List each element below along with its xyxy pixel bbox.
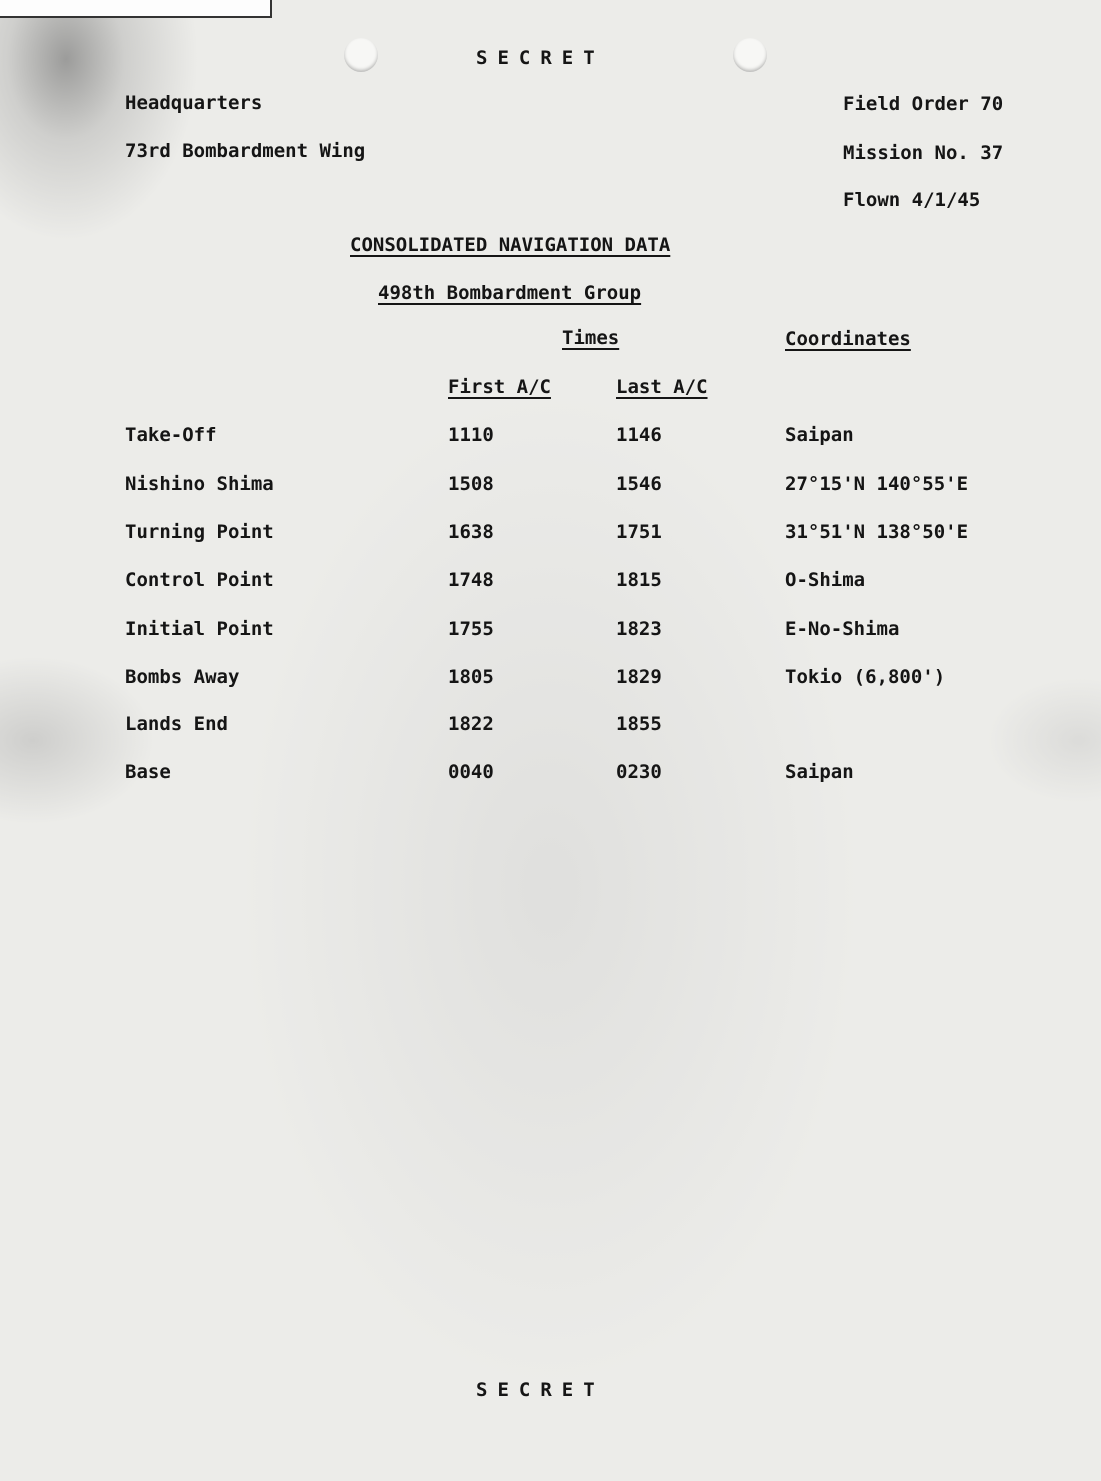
header-field-order: Field Order 70 bbox=[843, 93, 1004, 115]
row-point: Nishino Shima bbox=[125, 473, 274, 495]
first-ac-heading: First A/C bbox=[448, 376, 551, 398]
table-row bbox=[0, 423, 1101, 447]
document-title: CONSOLIDATED NAVIGATION DATA bbox=[350, 234, 671, 256]
row-point: Bombs Away bbox=[125, 666, 240, 688]
table-row bbox=[0, 472, 1101, 496]
row-last-time: 1855 bbox=[616, 713, 662, 735]
row-last-time: 1751 bbox=[616, 521, 662, 543]
row-coordinates: 31°51'N 138°50'E bbox=[785, 521, 969, 543]
row-first-time: 1755 bbox=[448, 618, 494, 640]
row-point: Take-Off bbox=[125, 424, 217, 446]
table-row bbox=[0, 568, 1101, 592]
row-first-time: 1638 bbox=[448, 521, 494, 543]
row-last-time: 1546 bbox=[616, 473, 662, 495]
header-mission-number: Mission No. 37 bbox=[843, 142, 1004, 164]
row-first-time: 1748 bbox=[448, 569, 494, 591]
table-row bbox=[0, 760, 1101, 784]
row-coordinates: E-No-Shima bbox=[785, 618, 900, 640]
row-first-time: 0040 bbox=[448, 761, 494, 783]
row-last-time: 1823 bbox=[616, 618, 662, 640]
times-heading: Times bbox=[562, 327, 620, 349]
table-row bbox=[0, 520, 1101, 544]
punch-hole bbox=[733, 38, 767, 72]
header-headquarters: Headquarters bbox=[125, 92, 263, 114]
row-first-time: 1822 bbox=[448, 713, 494, 735]
paper-tab bbox=[0, 0, 272, 18]
document-subtitle: 498th Bombardment Group bbox=[378, 282, 642, 304]
row-coordinates: Saipan bbox=[785, 424, 854, 446]
row-point: Control Point bbox=[125, 569, 274, 591]
row-point: Lands End bbox=[125, 713, 228, 735]
last-ac-heading: Last A/C bbox=[616, 376, 708, 398]
row-last-time: 1829 bbox=[616, 666, 662, 688]
table-row bbox=[0, 665, 1101, 689]
classification-bottom: SECRET bbox=[476, 1379, 605, 1401]
table-row bbox=[0, 712, 1101, 736]
row-point: Base bbox=[125, 761, 171, 783]
punch-hole bbox=[344, 38, 378, 72]
classification-top: SECRET bbox=[476, 47, 605, 69]
coordinates-heading: Coordinates bbox=[785, 328, 911, 350]
table-row bbox=[0, 617, 1101, 641]
header-wing: 73rd Bombardment Wing bbox=[125, 140, 366, 162]
row-coordinates: Saipan bbox=[785, 761, 854, 783]
row-point: Initial Point bbox=[125, 618, 274, 640]
row-coordinates: Tokio (6,800') bbox=[785, 666, 946, 688]
row-last-time: 1146 bbox=[616, 424, 662, 446]
row-coordinates: 27°15'N 140°55'E bbox=[785, 473, 969, 495]
row-point: Turning Point bbox=[125, 521, 274, 543]
row-coordinates: O-Shima bbox=[785, 569, 866, 591]
row-first-time: 1805 bbox=[448, 666, 494, 688]
row-last-time: 0230 bbox=[616, 761, 662, 783]
header-flown-date: Flown 4/1/45 bbox=[843, 189, 981, 211]
row-first-time: 1508 bbox=[448, 473, 494, 495]
row-last-time: 1815 bbox=[616, 569, 662, 591]
row-first-time: 1110 bbox=[448, 424, 494, 446]
